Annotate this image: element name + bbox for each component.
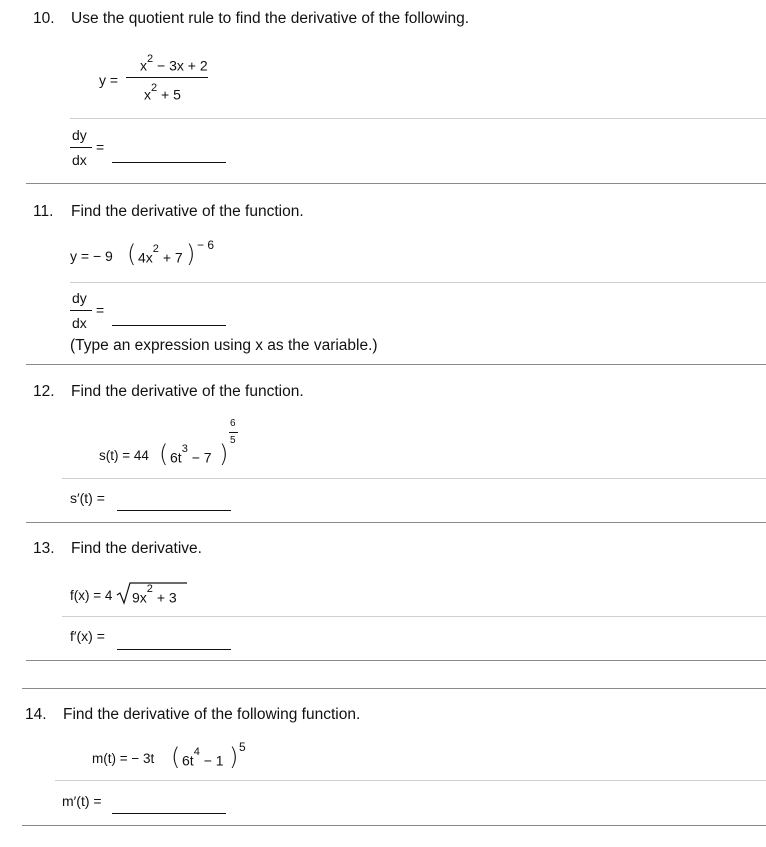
outer-exponent: − 6	[197, 238, 215, 252]
answer-label: m′(t) =	[62, 793, 102, 809]
question-prompt: Use the quotient rule to find the derivative of the following.	[71, 10, 470, 27]
equation-lhs: m(t) = − 3t	[92, 751, 155, 766]
equation-lhs: f(x) = 4	[70, 588, 113, 603]
section-separator	[22, 688, 766, 689]
left-paren: (	[171, 743, 181, 771]
question-separator	[26, 183, 766, 184]
exponent-denominator: 5	[230, 435, 236, 446]
equation-lhs: y = − 9	[70, 248, 113, 264]
right-paren: )	[219, 440, 229, 468]
derivative-numerator: dy	[72, 127, 87, 143]
answer-blank[interactable]	[112, 162, 226, 163]
divider	[62, 616, 766, 617]
derivative-denominator: dx	[72, 152, 87, 168]
question-number: 11.	[33, 203, 54, 220]
question-number: 13.	[33, 540, 55, 557]
answer-label: s′(t) =	[70, 490, 105, 506]
question-number: 12.	[33, 383, 55, 400]
numerator-exponent: 2	[147, 53, 154, 65]
left-paren: (	[127, 240, 137, 268]
inner-constant: + 7	[162, 249, 183, 266]
question-number: 10.	[33, 10, 55, 27]
inner-term: 4x	[138, 249, 153, 266]
radicand-term: 9x	[132, 589, 147, 606]
derivative-numerator: dy	[72, 290, 87, 306]
denominator-rest: + 5	[161, 86, 181, 103]
question-prompt: Find the derivative of the function.	[71, 383, 304, 400]
answer-blank[interactable]	[112, 325, 226, 326]
question-prompt: Find the derivative.	[71, 540, 202, 557]
denominator-exponent: 2	[151, 82, 158, 94]
inner-constant: − 7	[191, 449, 212, 466]
equation-lhs: y =	[99, 72, 119, 88]
radicand-constant: + 3	[156, 589, 177, 606]
question-prompt: Find the derivative of the following function.	[63, 706, 361, 723]
equals-sign: =	[96, 139, 105, 155]
left-paren: (	[159, 440, 169, 468]
inner-exponent: 3	[181, 443, 188, 455]
question-separator	[22, 825, 766, 826]
divider	[55, 780, 766, 781]
answer-blank[interactable]	[117, 649, 231, 650]
question-separator	[26, 364, 766, 365]
equation-lhs: s(t) = 44	[99, 448, 149, 463]
fraction-bar	[126, 77, 208, 78]
question-separator	[26, 522, 766, 523]
inner-expression	[170, 443, 212, 466]
answer-hint: (Type an expression using x as the variable.)	[70, 337, 378, 354]
question-number: 14.	[25, 706, 47, 723]
denominator-base: x	[144, 86, 151, 103]
inner-term: 6t	[170, 449, 182, 466]
numerator-base: x	[140, 57, 147, 74]
inner-constant: − 1	[203, 752, 224, 769]
question-prompt: Find the derivative of the function.	[71, 203, 304, 220]
derivative-denominator: dx	[72, 315, 87, 331]
inner-exponent: 2	[152, 243, 159, 255]
exponent-fraction-bar	[229, 432, 238, 433]
inner-term: 6t	[182, 752, 194, 769]
fraction-numerator	[140, 53, 208, 74]
exponent-numerator: 6	[230, 418, 236, 429]
fraction-denominator	[144, 82, 181, 103]
radicand	[132, 583, 177, 606]
right-paren: )	[229, 743, 239, 771]
numerator-rest: − 3x + 2	[157, 57, 208, 74]
derivative-fraction-bar	[70, 147, 92, 148]
answer-label: f′(x) =	[70, 628, 105, 644]
equals-sign: =	[96, 302, 105, 318]
inner-expression	[182, 746, 224, 769]
inner-expression	[138, 243, 183, 266]
inner-exponent: 4	[193, 746, 200, 758]
answer-blank[interactable]	[117, 510, 231, 511]
right-paren: )	[186, 240, 196, 268]
answer-blank[interactable]	[112, 813, 226, 814]
radicand-exponent: 2	[146, 583, 153, 595]
question-separator	[26, 660, 766, 661]
divider	[62, 478, 766, 479]
derivative-fraction-bar	[70, 310, 92, 311]
divider	[70, 282, 766, 283]
divider	[70, 118, 766, 119]
outer-exponent: 5	[239, 740, 246, 754]
